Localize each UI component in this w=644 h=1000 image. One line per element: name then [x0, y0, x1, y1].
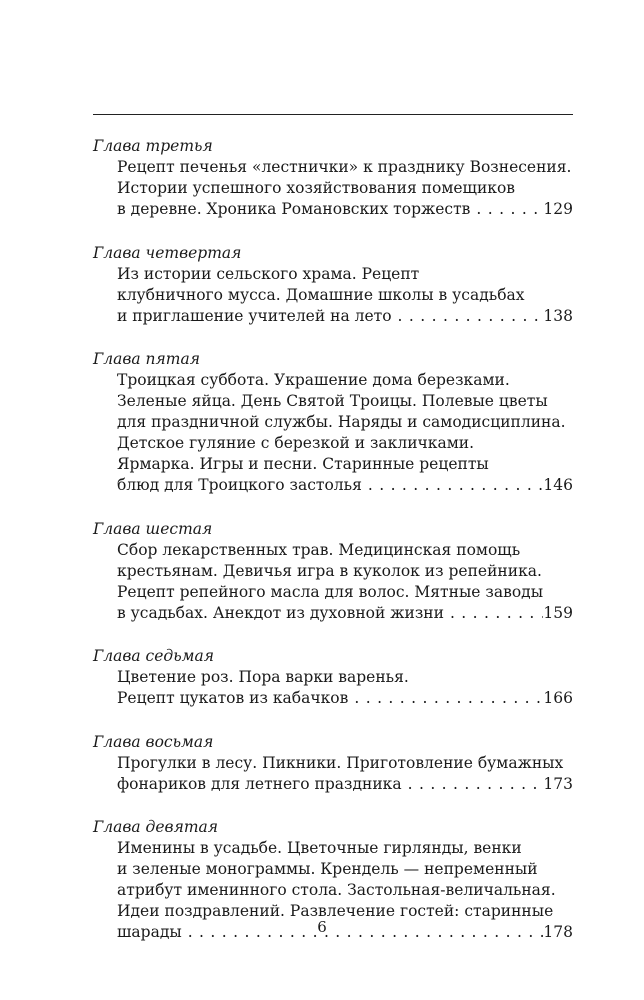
- chapter-title: Глава третья: [93, 137, 213, 155]
- chapter-description: [93, 157, 573, 220]
- toc-chapter: [93, 243, 573, 327]
- description-line: и зеленые монограммы. Крендель — непременный: [117, 860, 538, 878]
- toc-chapter: [93, 646, 573, 709]
- page-reference: 173: [543, 774, 573, 793]
- dot-leader: [470, 199, 543, 220]
- description-line: фонариков для летнего праздника: [117, 774, 402, 793]
- toc-chapter: [93, 519, 573, 624]
- chapter-title: Глава седьмая: [93, 647, 215, 665]
- page-reference: 129: [543, 200, 573, 218]
- dot-leader: [362, 475, 544, 496]
- description-line: Идеи поздравлений. Развлечение гостей: старинные: [117, 902, 554, 920]
- description-line: Зеленые яйца. День Святой Троицы. Полевые цветы: [117, 392, 548, 410]
- toc-chapter: [93, 732, 573, 795]
- chapter-title: Глава пятая: [93, 350, 201, 368]
- page-reference: 166: [543, 689, 573, 707]
- description-line: клубничного мусса. Домашние школы в усадьбах: [117, 285, 525, 304]
- description-line: Троицкая суббота. Украшение дома березками.: [117, 371, 510, 389]
- toc-entry-line: [117, 306, 573, 327]
- description-line: Из истории сельского храма. Рецепт: [117, 264, 420, 283]
- toc-entry-line: [117, 603, 573, 624]
- description-line: Прогулки в лесу. Пикники. Приготовление бумажных: [117, 753, 564, 772]
- dot-leader: [392, 306, 544, 327]
- description-line: Рецепт репейного масла для волос. Мятные заводы: [117, 582, 544, 601]
- dot-leader: [348, 688, 543, 709]
- description-line: шарады: [117, 923, 182, 941]
- toc-entry-line: [117, 199, 573, 220]
- page-reference: 159: [543, 603, 573, 622]
- description-line: атрибут именинного стола. Застольная-величальная.: [117, 881, 556, 899]
- description-line: Именины в усадьбе. Цветочные гирлянды, венки: [117, 839, 522, 857]
- toc-chapter: [93, 136, 573, 220]
- description-line: крестьянам. Девичья игра в куколок из репейника.: [117, 561, 542, 580]
- description-line: Рецепт печенья «лестнички» к празднику Вознесения.: [117, 158, 572, 176]
- page-reference: 146: [543, 476, 573, 494]
- description-line: Истории успешного хозяйствования помещиков: [117, 179, 516, 197]
- chapter-title: Глава четвертая: [93, 243, 242, 262]
- description-line: Ярмарка. Игры и песни. Старинные рецепты: [117, 455, 489, 473]
- chapter-description: [93, 264, 573, 327]
- chapter-description: [93, 370, 573, 496]
- chapter-title: Глава восьмая: [93, 732, 214, 751]
- chapter-title: Глава девятая: [93, 818, 219, 836]
- table-of-contents: [93, 136, 573, 966]
- page-reference: 138: [543, 306, 573, 325]
- chapter-title: Глава шестая: [93, 519, 213, 538]
- page-reference: 178: [543, 923, 573, 941]
- description-line: для праздничной службы. Наряды и самодисциплина.: [117, 413, 566, 431]
- description-line: Детское гуляние с березкой и закличками.: [117, 434, 475, 452]
- dot-leader: [402, 774, 544, 795]
- description-line: Рецепт цукатов из кабачков: [117, 689, 349, 707]
- page-number: 6: [317, 918, 327, 936]
- toc-chapter: [93, 349, 573, 496]
- toc-entry-line: [117, 774, 573, 795]
- chapter-description: [93, 753, 573, 795]
- description-line: блюд для Троицкого застолья: [117, 476, 362, 494]
- description-line: Сбор лекарственных трав. Медицинская помощь: [117, 540, 521, 559]
- toc-entry-line: [117, 688, 573, 709]
- description-line: и приглашение учителей на лето: [117, 306, 392, 325]
- description-line: Цветение роз. Пора варки варенья.: [117, 668, 409, 686]
- description-line: в усадьбах. Анекдот из духовной жизни: [117, 603, 444, 622]
- chapter-description: [93, 667, 573, 709]
- chapter-description: [93, 540, 573, 624]
- header-rule: [93, 114, 573, 115]
- dot-leader: [444, 603, 543, 624]
- toc-entry-line: [117, 475, 573, 496]
- description-line: в деревне. Хроника Романовских торжеств: [117, 200, 471, 218]
